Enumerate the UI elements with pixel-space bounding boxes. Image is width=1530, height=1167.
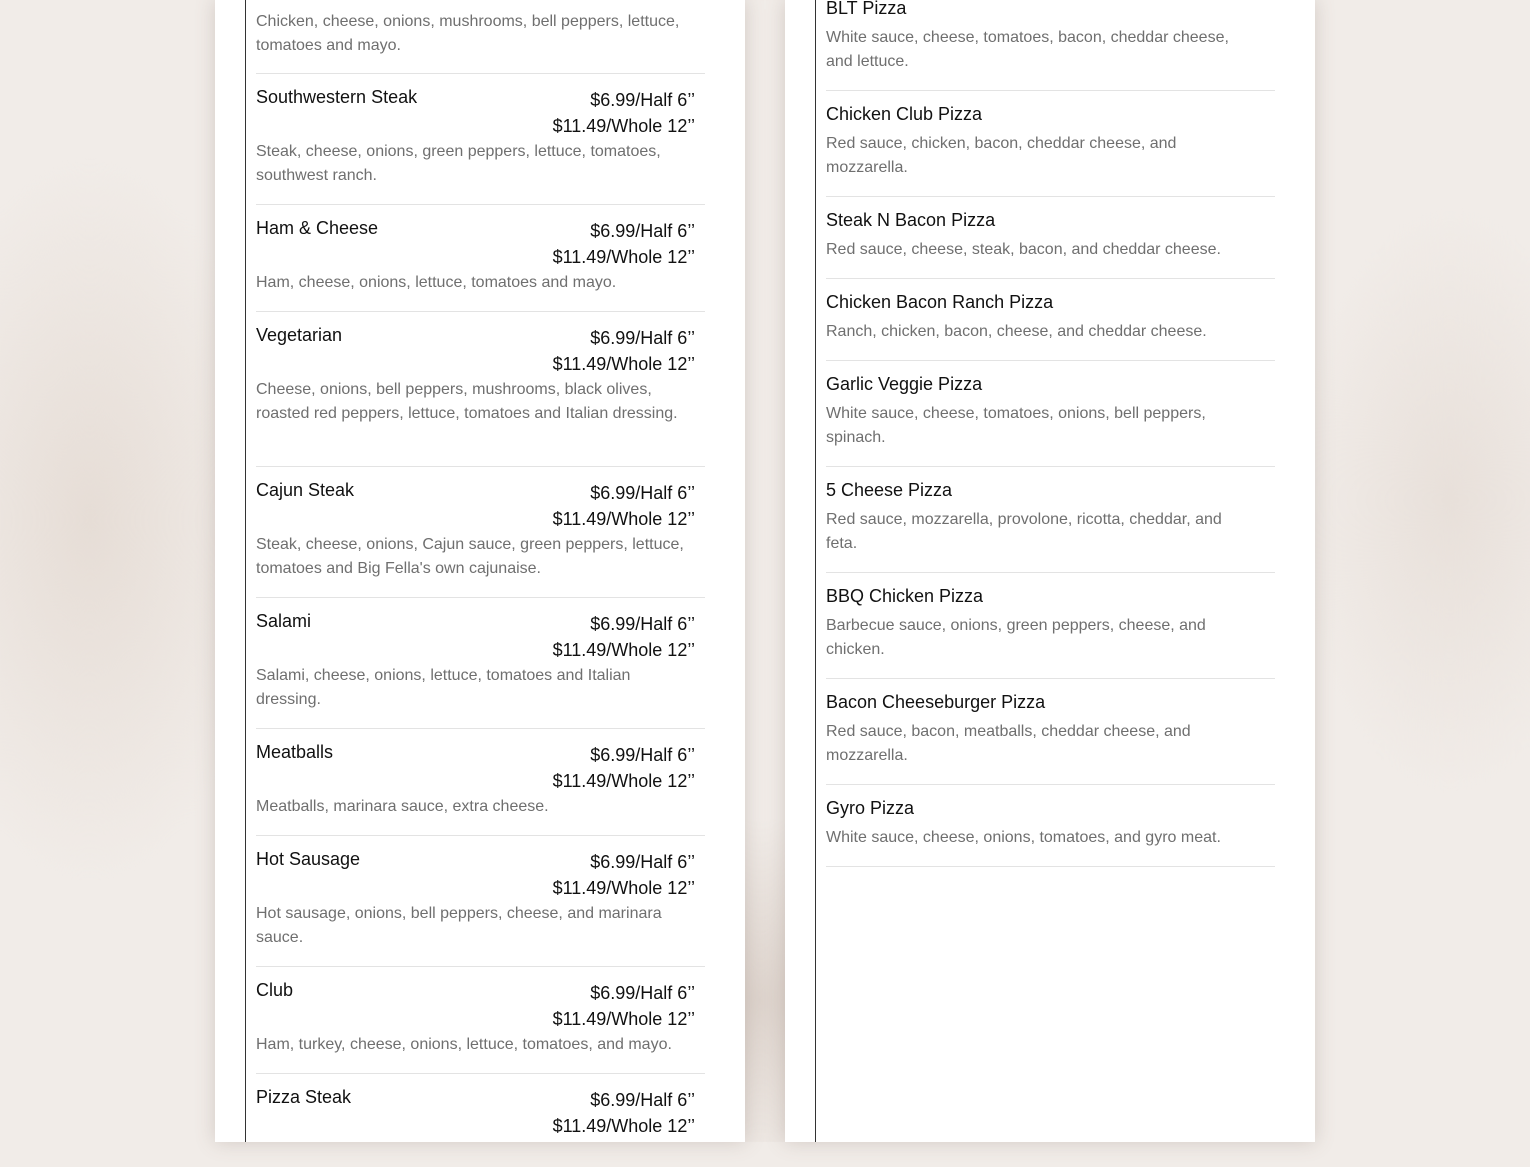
- item-description: Red sauce, mozzarella, provolone, ricotta, cheddar, and feta.: [826, 511, 1222, 552]
- item-description: Steak, cheese, onions, green peppers, lettuce, tomatoes, southwest ranch.: [256, 143, 661, 184]
- menu-item: [826, 374, 1275, 467]
- menu-item: [256, 980, 705, 1074]
- menu-item: [826, 480, 1275, 573]
- item-description: Ham, turkey, cheese, onions, lettuce, tomatoes, and mayo.: [256, 1036, 672, 1053]
- item-price-half: $6.99/Half 6’’: [590, 745, 695, 765]
- item-description: Ham, cheese, onions, lettuce, tomatoes and mayo.: [256, 274, 617, 291]
- item-description: Chicken, cheese, onions, mushrooms, bell peppers, lettuce, tomatoes and mayo.: [256, 13, 680, 54]
- item-description: White sauce, cheese, tomatoes, onions, bell peppers, spinach.: [826, 405, 1206, 446]
- item-name: Meatballs: [256, 742, 334, 762]
- item-price-half: $6.99/Half 6’’: [590, 221, 695, 241]
- item-name: Hot Sausage: [256, 849, 361, 869]
- item-name: 5 Cheese Pizza: [826, 480, 953, 500]
- menu-item: [826, 210, 1275, 279]
- menu-item: [256, 480, 705, 598]
- item-description: White sauce, cheese, tomatoes, bacon, cheddar cheese, and lettuce.: [826, 29, 1229, 70]
- item-description: Hot sausage, onions, bell peppers, cheese, and marinara sauce.: [256, 905, 662, 946]
- item-name: Cajun Steak: [256, 480, 355, 500]
- item-description: Meatballs, marinara sauce, extra cheese.: [256, 798, 549, 815]
- item-price-whole: $11.49/Whole 12’’: [552, 1116, 695, 1136]
- item-description: Ranch, chicken, bacon, cheese, and cheddar cheese.: [826, 323, 1207, 340]
- item-description: Red sauce, chicken, bacon, cheddar cheese, and mozzarella.: [826, 135, 1177, 176]
- item-price-half: $6.99/Half 6’’: [590, 90, 695, 110]
- menu-item: [826, 292, 1275, 361]
- menu-item: [256, 87, 705, 205]
- item-name: Bacon Cheeseburger Pizza: [826, 692, 1046, 712]
- item-name: Chicken Bacon Ranch Pizza: [826, 292, 1054, 312]
- item-name: Ham & Cheese: [256, 218, 379, 238]
- menu-item: [256, 218, 705, 312]
- item-name: Gyro Pizza: [826, 798, 915, 818]
- item-price-half: $6.99/Half 6’’: [590, 614, 695, 634]
- item-price-whole: $11.49/Whole 12’’: [552, 640, 695, 660]
- item-price-whole: $11.49/Whole 12’’: [552, 771, 695, 791]
- item-price-whole: $11.49/Whole 12’’: [552, 509, 695, 529]
- item-price-half: $6.99/Half 6’’: [590, 1090, 695, 1110]
- item-name: BLT Pizza: [826, 0, 907, 18]
- menu-item: [256, 325, 705, 467]
- menu-item: [256, 611, 705, 729]
- item-description: Cheese, onions, bell peppers, mushrooms, black olives, roasted red peppers, lettuce, tomatoes and Italian dressing.: [256, 381, 678, 422]
- item-name: Pizza Steak: [256, 1087, 352, 1107]
- item-name: Garlic Veggie Pizza: [826, 374, 983, 394]
- item-name: Vegetarian: [256, 325, 343, 345]
- item-name: Chicken Club Pizza: [826, 104, 983, 124]
- item-price-half: $6.99/Half 6’’: [590, 983, 695, 1003]
- menu-item: [826, 0, 1275, 91]
- item-name: Club: [256, 980, 294, 1000]
- menu-item: [826, 692, 1275, 785]
- item-price-whole: $11.49/Whole 12’’: [552, 116, 695, 136]
- menu-item: [256, 742, 705, 836]
- item-name: BBQ Chicken Pizza: [826, 586, 984, 606]
- menu-item: [826, 104, 1275, 197]
- menu-item-partial: [256, 0, 705, 74]
- item-description: Red sauce, cheese, steak, bacon, and cheddar cheese.: [826, 241, 1221, 258]
- item-price-whole: $11.49/Whole 12’’: [552, 878, 695, 898]
- menu-item: [826, 798, 1275, 867]
- item-description: White sauce, cheese, onions, tomatoes, and gyro meat.: [826, 829, 1221, 846]
- item-price-whole: $11.49/Whole 12’’: [552, 1009, 695, 1029]
- pizza-menu-column: [815, 0, 1276, 1142]
- item-price-whole: $11.49/Whole 12’’: [552, 354, 695, 374]
- item-name: Salami: [256, 611, 312, 631]
- item-description: Steak, cheese, onions, Cajun sauce, green peppers, lettuce, tomatoes and Big Fella's own cajunaise.: [256, 536, 684, 577]
- subs-menu-column: [245, 0, 706, 1142]
- item-price-whole: $11.49/Whole 12’’: [552, 247, 695, 267]
- item-price-half: $6.99/Half 6’’: [590, 852, 695, 872]
- item-name: Steak N Bacon Pizza: [826, 210, 996, 230]
- menu-item: [256, 849, 705, 967]
- item-name: Southwestern Steak: [256, 87, 418, 107]
- item-price-half: $6.99/Half 6’’: [590, 483, 695, 503]
- item-description: Salami, cheese, onions, lettuce, tomatoes and Italian dressing.: [256, 667, 631, 708]
- menu-item: [826, 586, 1275, 679]
- subs-menu-panel: [215, 0, 745, 1142]
- item-description: Red sauce, bacon, meatballs, cheddar cheese, and mozzarella.: [826, 723, 1191, 764]
- menu-item: [256, 1087, 705, 1167]
- item-price-half: $6.99/Half 6’’: [590, 328, 695, 348]
- item-description: Barbecue sauce, onions, green peppers, cheese, and chicken.: [826, 617, 1206, 658]
- pizza-menu-panel: [785, 0, 1315, 1142]
